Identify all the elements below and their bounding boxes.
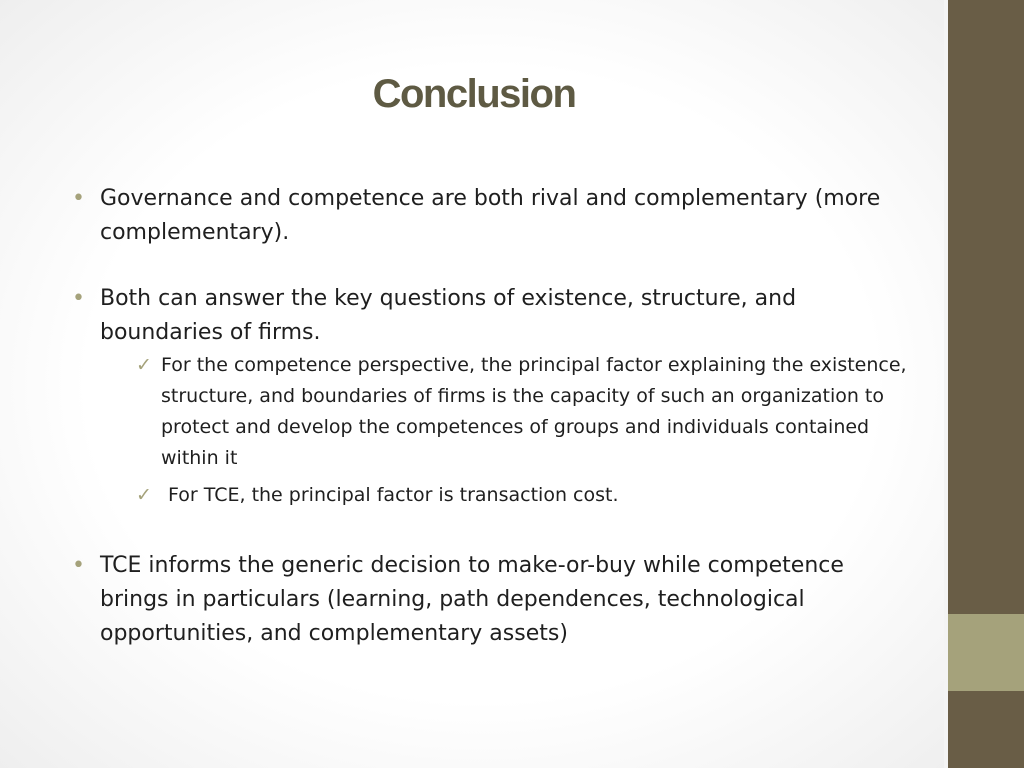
bullet-item xyxy=(72,549,912,651)
bullet-dot-icon: • xyxy=(72,553,85,578)
slide-title: Conclusion xyxy=(372,72,576,116)
sidebar-accent-block xyxy=(948,614,1024,691)
bullet-text: TCE informs the generic decision to make-or-buy while competence brings in particulars (learning, path dependences, technological opportunities, and complementary assets) xyxy=(100,553,844,646)
bullet-text: Governance and competence are both rival and complementary (more complementary). xyxy=(100,186,881,245)
bullet-text: Both can answer the key questions of existence, structure, and boundaries of firms. xyxy=(100,286,797,345)
bullet-dot-icon: • xyxy=(72,286,85,311)
bullet-item xyxy=(72,182,912,250)
bullet-dot-icon: • xyxy=(72,186,85,211)
sub-bullet-text: For the competence perspective, the principal factor explaining the existence, structure, and boundaries of firms is the capacity of such an organization to protect and develop the competences of groups and individuals contained within it xyxy=(161,354,907,469)
checkmark-icon: ✓ xyxy=(136,354,152,376)
sub-bullet-item xyxy=(100,350,921,474)
sub-bullet-list xyxy=(100,350,912,511)
sub-bullet-item xyxy=(100,480,928,511)
sub-bullet-text: For TCE, the principal factor is transaction cost. xyxy=(168,484,619,506)
slide-content xyxy=(72,182,912,683)
bullet-item xyxy=(72,282,912,511)
checkmark-icon: ✓ xyxy=(136,484,152,506)
